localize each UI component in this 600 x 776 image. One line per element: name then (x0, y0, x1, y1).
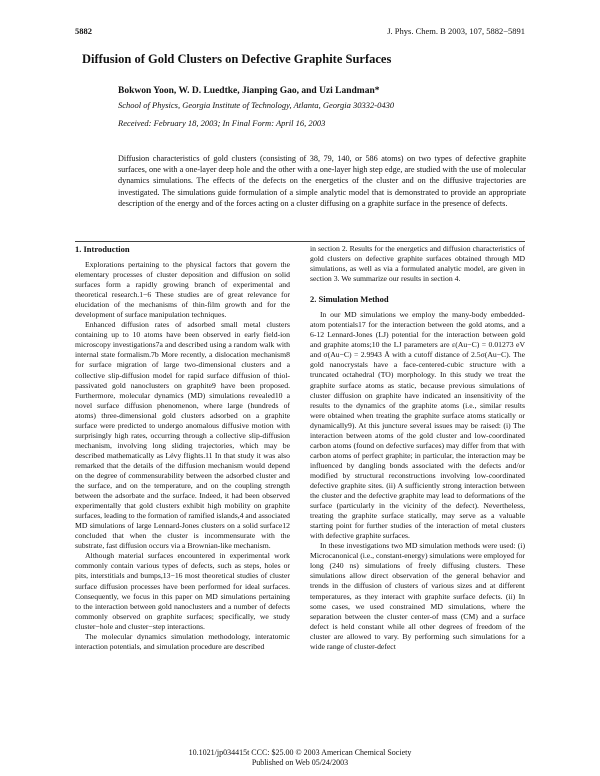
intro-paragraph-1: Explorations pertaining to the physical factors that govern the elementary processes of cluster deposition and diffusion on solid surfaces form a rapidly growing branch of experimental and theoretical research.1−6 These studies are of great relevance for elucidation of the mechanisms of thin-film growth and for the development of surface manipulation techniques. (75, 260, 290, 320)
affiliation: School of Physics, Georgia Institute of Technology, Atlanta, Georgia 30332-0430 (118, 100, 395, 110)
doi-copyright: 10.1021/jp034415t CCC: $25.00 © 2003 American Chemical Society (188, 748, 412, 757)
introduction-heading: 1. Introduction (75, 244, 130, 254)
simulation-method-heading: 2. Simulation Method (310, 294, 389, 305)
method-paragraph-2: In these investigations two MD simulation methods were used: (i) Microcanonical (i.e., constant-energy) simulations were employed for long (240 ns) simulations of freely diffusing clusters. These simulations allow direct observation of the general behavior and trends in the diffusion of clusters of various sizes and at different temperatures, as they interact with graphite surface defects. (ii) In some cases, we used constrained MD simulations, where the separation between the cluster center-of mass (CM) and a surface defect is held constant while all other degrees of freedom of the cluster are allowed to vary. By performing such simulations for a wide range of cluster-defect (310, 541, 525, 651)
publication-date: Published on Web 05/24/2003 (251, 758, 349, 767)
intro-paragraph-2: Enhanced diffusion rates of adsorbed small metal clusters containing up to 10 atoms have been observed in early field-ion microscopy investigations7a and described using a random walk with internal state formalism.7b More recently, a dislocation mechanism8 for surface migration of large two-dimensional clusters and a collective slip-diffusion model for rapid surface diffusion of thiol-passivated gold nanoclusters on graphite9 have been proposed. Furthermore, molecular dynamics (MD) simulations revealed10 a novel surface diffusion phenomenon, where large (hundreds of atoms) three-dimensional gold clusters adsorbed on a graphite surface were predicted to undergo anomalous diffusive motion with surprisingly high rates, occurring through a collective slip-diffusion mechanism, involving long sliding trajectories, which may be described mathematically as Lévy flights.11 In that study it was also remarked that the details of the diffusion mechanism would depend on the degree of commensurability between the adsorbed cluster and the surface, and on the temperature, and on the coupling strength between the adsorbate and the surface. Indeed, it had been observed experimentally that gold clusters exhibit high mobility on graphite surfaces, leading to the formation of ramified islands,4 and associated MD simulations of large Lennard-Jones clusters on a solid surface12 concluded that when the cluster is incommensurate with the substrate, fast diffusion occurs via a Brownian-like mechanism. (75, 320, 290, 551)
intro-paragraph-4: The molecular dynamics simulation methodology, interatomic interaction potentials, and simulation procedure are described (75, 631, 290, 651)
author-list: Bokwon Yoon, W. D. Luedtke, Jianping Gao, and Uzi Landman* (118, 86, 380, 96)
intro-paragraph-3: Although material surfaces encountered in experimental work commonly contain various types of defects, such as steps, holes or pits, interstitials and bumps,13−16 most theoretical studies of cluster surface diffusion processes have been performed for ideal surfaces. Consequently, we focus in this paper on MD simulations pertaining to the interaction between gold nanoclusters and a number of defects commonly observed on graphite surfaces; specifically, we study cluster−hole and cluster−step interactions. (75, 551, 290, 631)
intro-continuation: in section 2. Results for the energetics and diffusion characteristics of gold clusters on defective graphite surfaces obtained through MD simulations, as well as via a formulated analytic model, are given in section 3. We summarize our results in section 4. (310, 244, 525, 284)
page-number: 5882 (75, 26, 92, 36)
received-dates: Received: February 18, 2003; In Final Form: April 16, 2003 (118, 118, 326, 128)
article-title: Diffusion of Gold Clusters on Defective Graphite Surfaces (82, 52, 392, 66)
right-column (310, 244, 525, 652)
journal-citation: J. Phys. Chem. B 2003, 107, 5882−5891 (387, 26, 525, 36)
left-column (75, 244, 290, 652)
page-footer (0, 748, 600, 768)
abstract: Diffusion characteristics of gold clusters (consisting of 38, 79, 140, or 586 atoms) on two types of defective graphite surfaces, one with a one-layer deep hole and the other with a one-layer high step edge, are studied with the use of molecular dynamics simulations. The effects of the defects on the energetics of the cluster and on the diffusive trajectories are investigated. The simulations guide formulation of a simple analytic model that is demonstrated to provide an appropriate description of the energy and of the forces acting on a cluster diffusing on a graphite surface in the presence of defects. (118, 154, 526, 208)
section-divider (75, 241, 525, 242)
method-paragraph-1: In our MD simulations we employ the many-body embedded-atom potentials17 for the interaction between the gold atoms, and a 6-12 Lennard-Jones (LJ) potential for the interaction between gold and graphite atoms;10 the LJ parameters are ε(Au−C) = 0.01273 eV and σ(Au−C) = 2.9943 Å with a cutoff distance of 2.5σ(Au−C). The gold nanocrystals have a face-centered-cubic structure with a truncated octahedral (TO) morphology. In this study we treat the graphite surface atoms as static, because previous simulations of cluster diffusion on graphite have indicated an insensitivity of the results to the dynamics of the graphite atoms (i.e., similar results were obtained when treating the graphite surface atoms statically or dynamically9). At this juncture several issues may be raised: (i) The interaction between atoms of the gold cluster and low-coordinated carbon atoms (found on defective surfaces) may differ from that with carbon atoms of perfect graphite; in particular, the interaction may be influenced by dangling bonds associated with the defects and/or modified by structural reconstructions involving low-coordinated defective graphite sites. (ii) A sufficiently strong interaction between the cluster and the defective graphite may lead to deformations of the surface (particularly in the vicinity of the defect). Nevertheless, treating the graphite surface statically, may serve as a valuable starting point for further studies of the interaction of metal clusters with defective graphite surfaces. (310, 310, 525, 541)
